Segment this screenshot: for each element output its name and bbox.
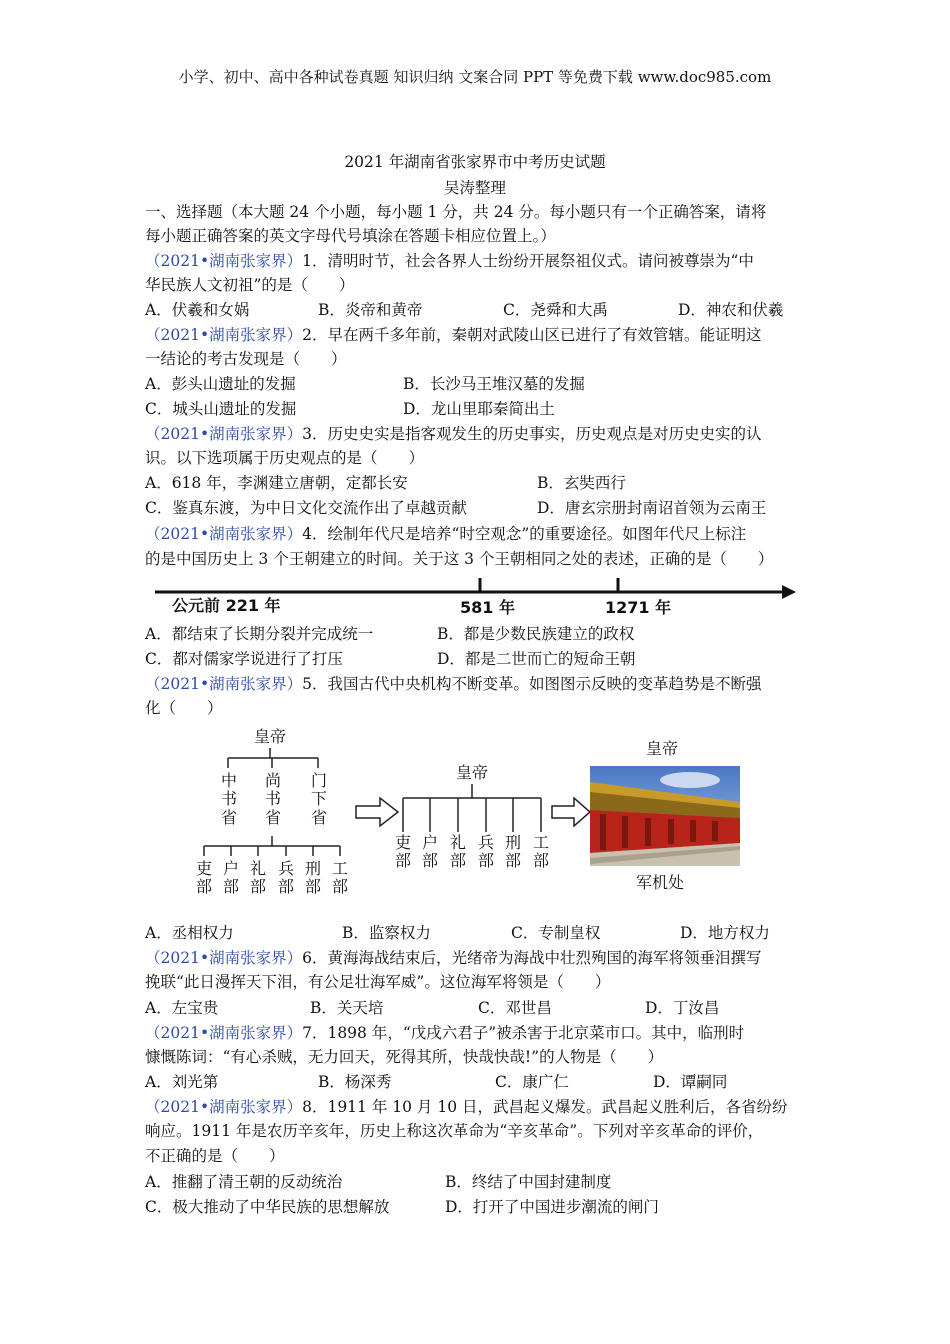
q8-option-c: C．极大推动了中华民族的思想解放 [145, 1198, 390, 1216]
q3-option-b: B．玄奘西行 [537, 474, 626, 492]
question-6-line2: 挽联“此日漫挥天下泪，有公足壮海军威”。这位海军将领是（ ） [145, 973, 611, 991]
diagram-shangshu: 尚 书 省 [264, 771, 281, 827]
question-3-line1: （2021•湖南张家界）3．历史史实是指客观发生的历史事实，历史观点是对历史史实的认 [145, 425, 762, 443]
diagram-emperor-1: 皇帝 [254, 727, 287, 746]
q6-option-d: D．丁汝昌 [645, 999, 720, 1017]
question-1-line1: （2021•湖南张家界）1．清明时节，社会各界人士纷纷开展祭祖仪式。请问被尊崇为“中 [145, 252, 754, 270]
author: 吴涛整理 [443, 179, 506, 197]
question-8-line3: 不正确的是（ ） [145, 1147, 285, 1165]
q6-option-a: A．左宝贵 [145, 999, 219, 1017]
q5-option-c: C．专制皇权 [511, 924, 601, 942]
diagram-2-gongbu: 工 部 [532, 833, 549, 871]
diagram-2-xingbu: 刑 部 [504, 833, 521, 871]
question-source: （2021•湖南张家界） [145, 326, 303, 344]
question-4-line2: 的是中国历史上 3 个王朝建立的时间。关于这 3 个王朝相同之处的表述，正确的是（ ） [145, 550, 774, 568]
question-6-line1: （2021•湖南张家界）6．黄海海战结束后，光绪帝为海战中壮烈殉国的海军将领垂泪撰写 [145, 949, 762, 967]
question-source: （2021•湖南张家界） [145, 252, 303, 270]
timeline [150, 570, 800, 615]
question-source: （2021•湖南张家界） [145, 425, 303, 443]
question-source: （2021•湖南张家界） [145, 1098, 303, 1116]
diagram-1-bingbu: 兵 部 [277, 859, 294, 897]
question-source: （2021•湖南张家界） [145, 1024, 303, 1042]
question-7-line1: （2021•湖南张家界）7．1898 年，“戊戌六君子”被杀害于北京菜市口。其中，临刑时 [145, 1024, 745, 1042]
q3-option-d: D．唐玄宗册封南诏首领为云南王 [537, 499, 767, 517]
q8-option-d: D．打开了中国进步潮流的闸门 [445, 1198, 659, 1216]
question-1-line2: 华民族人文初祖”的是（ ） [145, 276, 355, 294]
question-source: （2021•湖南张家界） [145, 525, 303, 543]
diagram-emperor-3: 皇帝 [646, 739, 679, 758]
timeline-label-221bc: 公元前 221 年 [172, 596, 281, 615]
page-header: 小学、初中、高中各种试卷真题 知识归纳 文案合同 PPT 等免费下载 www.doc985.com [178, 68, 772, 86]
q8-option-a: A．推翻了清王朝的反动统治 [145, 1173, 343, 1191]
q1-option-d: D．神农和伏羲 [678, 301, 784, 319]
question-4-line1: （2021•湖南张家界）4．绘制年代尺是培养“时空观念”的重要途径。如图年代尺上标注 [145, 525, 747, 543]
diagram-2-libu2: 礼 部 [449, 833, 466, 871]
question-source: （2021•湖南张家界） [145, 675, 303, 693]
q2-option-a: A．彭头山遗址的发掘 [145, 375, 296, 393]
q2-option-d: D．龙山里耶秦简出土 [403, 400, 555, 418]
q5-option-b: B．监察权力 [342, 924, 431, 942]
q8-option-b: B．终结了中国封建制度 [445, 1173, 612, 1191]
question-3-line2: 识。以下选项属于历史观点的是（ ） [145, 449, 425, 467]
diagram-2-hubu: 户 部 [421, 833, 438, 871]
central-organ-diagram [190, 718, 745, 913]
question-8-line1: （2021•湖南张家界）8．1911 年 10 月 10 日，武昌起义爆发。武昌起义胜利后，各省纷纷 [145, 1098, 788, 1116]
q1-option-a: A．伏羲和女娲 [145, 301, 250, 319]
section-heading-line1: 一、选择题（本大题 24 个小题，每小题 1 分，共 24 分。每小题只有一个正确答案，请将 [145, 203, 767, 221]
timeline-label-581: 581 年 [460, 598, 515, 617]
question-2-line2: 一结论的考古发现是（ ） [145, 350, 347, 368]
diagram-emperor-2: 皇帝 [456, 763, 489, 782]
diagram-2-bingbu: 兵 部 [477, 833, 494, 871]
q1-option-c: C．尧舜和大禹 [503, 301, 608, 319]
q7-option-d: D．谭嗣同 [653, 1073, 728, 1091]
q5-option-d: D．地方权力 [680, 924, 770, 942]
diagram-2-libu: 吏 部 [394, 833, 411, 871]
question-7-line2: 慷慨陈词：“有心杀贼，无力回天，死得其所，快哉快哉!”的人物是（ ） [145, 1048, 664, 1066]
question-8-line2: 响应。1911 年是农历辛亥年，历史上称这次革命为“辛亥革命”。下列对辛亥革命的评价， [145, 1122, 764, 1140]
q4-option-a: A．都结束了长期分裂并完成统一 [145, 625, 374, 643]
question-2-line1: （2021•湖南张家界）2．早在两千多年前，秦朝对武陵山区已进行了有效管辖。能证明这 [145, 326, 762, 344]
q6-option-c: C．邓世昌 [478, 999, 552, 1017]
timeline-label-1271: 1271 年 [605, 598, 672, 617]
q3-option-a: A．618 年，李渊建立唐朝，定都长安 [145, 474, 408, 492]
section-heading-line2: 每小题正确答案的英文字母代号填涂在答题卡相应位置上。） [145, 227, 556, 245]
diagram-1-libu2: 礼 部 [249, 859, 266, 897]
question-5-line2: 化（ ） [145, 699, 223, 717]
q4-option-d: D．都是二世而亡的短命王朝 [437, 650, 636, 668]
diagram-1-gongbu: 工 部 [331, 859, 348, 897]
diagram-1-xingbu: 刑 部 [304, 859, 321, 897]
q2-option-c: C．城头山遗址的发掘 [145, 400, 297, 418]
question-source: （2021•湖南张家界） [145, 949, 303, 967]
q2-option-b: B．长沙马王堆汉墓的发掘 [403, 375, 585, 393]
diagram-1-libu: 吏 部 [195, 859, 212, 897]
diagram-1-hubu: 户 部 [222, 859, 239, 897]
q7-option-b: B．杨深秀 [318, 1073, 392, 1091]
diagram-zhongshu: 中 书 省 [220, 771, 237, 827]
diagram-grand-council: 军机处 [636, 873, 685, 892]
q7-option-c: C．康广仁 [495, 1073, 569, 1091]
q4-option-c: C．都对儒家学说进行了打压 [145, 650, 343, 668]
q1-option-b: B．炎帝和黄帝 [318, 301, 423, 319]
q3-option-c: C．鉴真东渡，为中日文化交流作出了卓越贡献 [145, 499, 467, 517]
diagram-menxia: 门 下 省 [310, 771, 327, 827]
exam-title: 2021 年湖南省张家界市中考历史试题 [344, 153, 606, 171]
q5-option-a: A．丞相权力 [145, 924, 234, 942]
q7-option-a: A．刘光第 [145, 1073, 219, 1091]
question-5-line1: （2021•湖南张家界）5．我国古代中央机构不断变革。如图图示反映的变革趋势是不断强 [145, 675, 762, 693]
q4-option-b: B．都是少数民族建立的政权 [437, 625, 635, 643]
q6-option-b: B．关天培 [310, 999, 384, 1017]
